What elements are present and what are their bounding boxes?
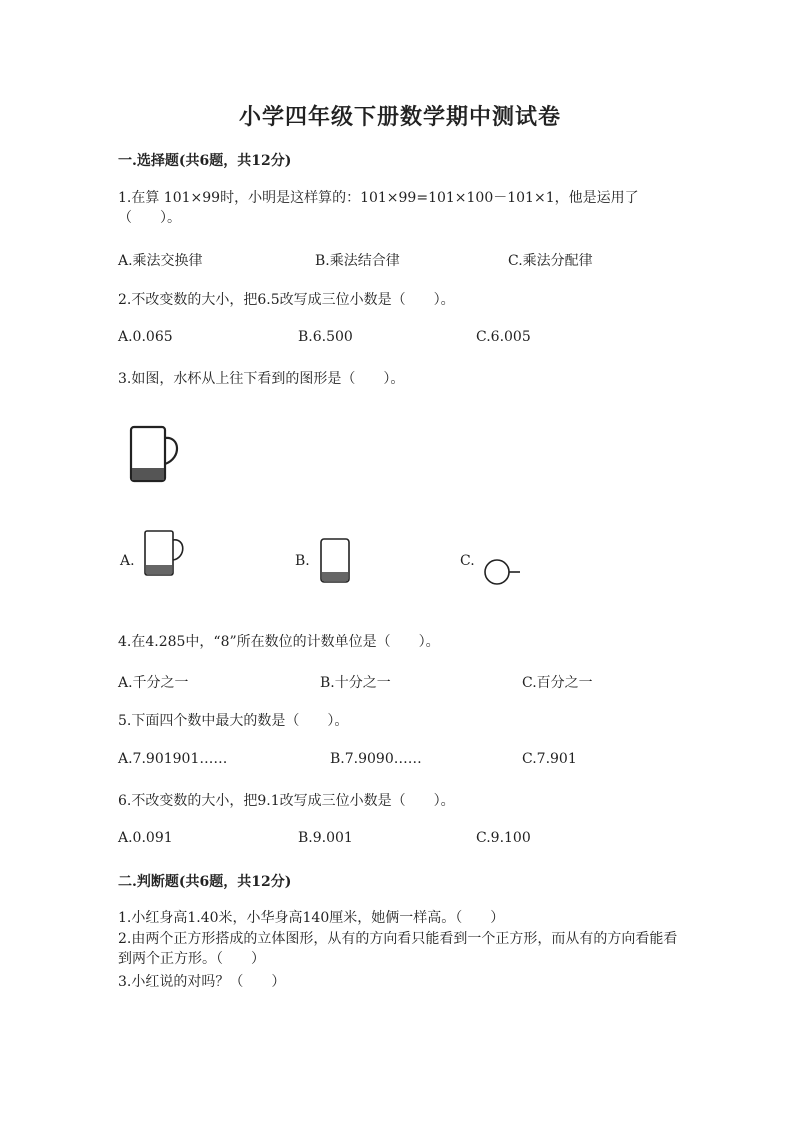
q2-option-a[interactable]: A.0.065: [118, 329, 173, 345]
question-2: 2.不改变数的大小，把6.5改写成三位小数是（ ）。: [118, 292, 455, 308]
question-6: 6.不改变数的大小，把9.1改写成三位小数是（ ）。: [118, 793, 455, 809]
q5-option-a[interactable]: A.7.901901……: [118, 751, 228, 767]
mug-side-view-image: [128, 424, 184, 486]
q1-option-c[interactable]: C.乘法分配律: [508, 253, 593, 269]
circle-top-view-icon: [480, 556, 524, 588]
q2-option-c[interactable]: C.6.005: [476, 329, 531, 345]
question-1: 1.在算 101×99时，小明是这样算的：101×99=101×100－101×1，他是运用了（ ）。: [118, 190, 639, 226]
q3-option-c[interactable]: C.: [460, 553, 475, 569]
page-title: 小学四年级下册数学期中测试卷: [238, 104, 561, 130]
q5-option-c[interactable]: C.7.901: [522, 751, 577, 767]
q4-option-a[interactable]: A.千分之一: [118, 675, 189, 691]
section-heading-judge: 二.判断题(共6题，共12分): [118, 874, 292, 890]
section-heading-choice: 一.选择题(共6题，共12分): [118, 153, 292, 169]
q4-option-c[interactable]: C.百分之一: [522, 675, 593, 691]
question-5: 5.下面四个数中最大的数是（ ）。: [118, 713, 349, 729]
q6-option-b[interactable]: B.9.001: [298, 830, 353, 846]
mug-with-handle-icon: [142, 528, 188, 580]
judge-item-3: 3.小红说的对吗？（ ）: [118, 974, 286, 990]
judge-item-2: 2.由两个正方形搭成的立体图形，从有的方向看只能看到一个正方形，而从有的方向看能看到两个正方形。（ ）: [118, 931, 678, 967]
q3-option-a[interactable]: A.: [120, 553, 135, 569]
q1-option-b[interactable]: B.乘法结合律: [315, 253, 400, 269]
q4-option-b[interactable]: B.十分之一: [320, 675, 391, 691]
q6-option-a[interactable]: A.0.091: [118, 830, 173, 846]
question-3: 3.如图，水杯从上往下看到的图形是（ ）。: [118, 371, 405, 387]
q1-option-a[interactable]: A.乘法交换律: [118, 253, 203, 269]
judge-item-1: 1.小红身高1.40米，小华身高140厘米，她俩一样高。（ ）: [118, 910, 505, 926]
q5-option-b[interactable]: B.7.9090……: [330, 751, 422, 767]
q6-option-c[interactable]: C.9.100: [476, 830, 531, 846]
question-4: 4.在4.285中，“8”所在数位的计数单位是（ ）。: [118, 634, 440, 650]
q2-option-b[interactable]: B.6.500: [298, 329, 353, 345]
cylinder-cup-icon: [318, 536, 354, 586]
q3-option-b[interactable]: B.: [295, 553, 310, 569]
